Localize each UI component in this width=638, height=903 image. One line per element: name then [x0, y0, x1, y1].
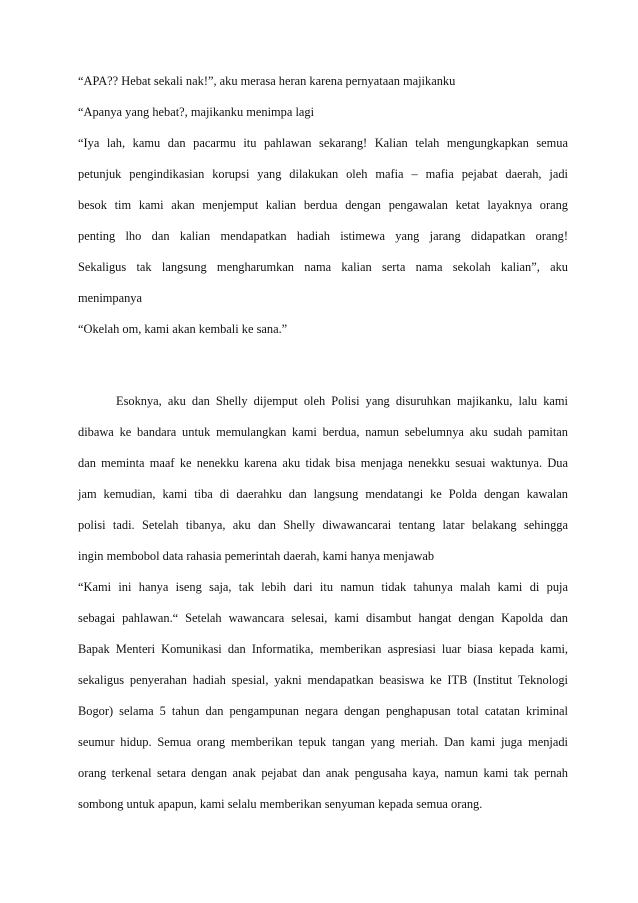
text-line: Bapak Menteri Komunikasi dan Informatika, memberikan aspresiasi luar biasa kepada kami,: [78, 642, 568, 656]
text-line: ingin membobol data rahasia pemerintah daerah, kami hanya menjawab: [78, 549, 435, 563]
text-line: besok tim kami akan menjemput kalian berdua dengan pengawalan ketat layaknya orang: [78, 198, 568, 212]
text-line: Bogor) selama 5 tahun dan pengampunan negara dengan penghapusan total catatan kriminal: [78, 704, 568, 718]
text-line: “APA?? Hebat sekali nak!”, aku merasa heran karena pernyataan majikanku: [78, 74, 456, 88]
text-line: polisi tadi. Setelah tibanya, aku dan Shelly diwawancarai tentang latar belakang sehingga: [78, 518, 568, 532]
text-line: penting lho dan kalian mendapatkan hadiah istimewa yang jarang didapatkan orang!: [78, 229, 568, 243]
text-line: seumur hidup. Semua orang memberikan tepuk tangan yang meriah. Dan kami juga menjadi: [78, 735, 568, 749]
text-line: sebagai pahlawan.“ Setelah wawancara selesai, kami disambut hangat dengan Kapolda dan: [78, 611, 568, 625]
text-line: dibawa ke bandara untuk memulangkan kami berdua, namun sebelumnya aku sudah pamitan: [78, 425, 568, 439]
text-line: “Iya lah, kamu dan pacarmu itu pahlawan sekarang! Kalian telah mengungkapkan semua: [78, 136, 568, 150]
text-line: sekaligus penyerahan hadiah spesial, yakni mendapatkan beasiswa ke ITB (Institut Teknologi: [78, 673, 568, 687]
text-line: dan meminta maaf ke nenekku karena aku tidak bisa menjaga nenekku sesuai waktunya. Dua: [78, 456, 568, 470]
text-line: “Kami ini hanya iseng saja, tak lebih dari itu namun tidak tahunya malah kami di puja: [78, 580, 568, 594]
text-line: jam kemudian, kami tiba di daerahku dan langsung mendatangi ke Polda dengan kawalan: [78, 487, 568, 501]
text-line: Sekaligus tak langsung mengharumkan nama kalian serta nama sekolah kalian”, aku: [78, 260, 568, 274]
text-line: “Apanya yang hebat?, majikanku menimpa lagi: [78, 105, 315, 119]
text-line: petunjuk pengindikasian korupsi yang dilakukan oleh mafia – mafia pejabat daerah, jadi: [78, 167, 568, 181]
text-line: Esoknya, aku dan Shelly dijemput oleh Polisi yang disuruhkan majikanku, lalu kami: [116, 394, 568, 408]
text-line: orang terkenal setara dengan anak pejabat dan anak pengusaha kaya, namun kami tak pernah: [78, 766, 568, 780]
text-line: sombong untuk apapun, kami selalu memberikan senyuman kepada semua orang.: [78, 797, 483, 811]
text-line: “Okelah om, kami akan kembali ke sana.”: [78, 322, 288, 336]
text-line: menimpanya: [78, 291, 142, 305]
